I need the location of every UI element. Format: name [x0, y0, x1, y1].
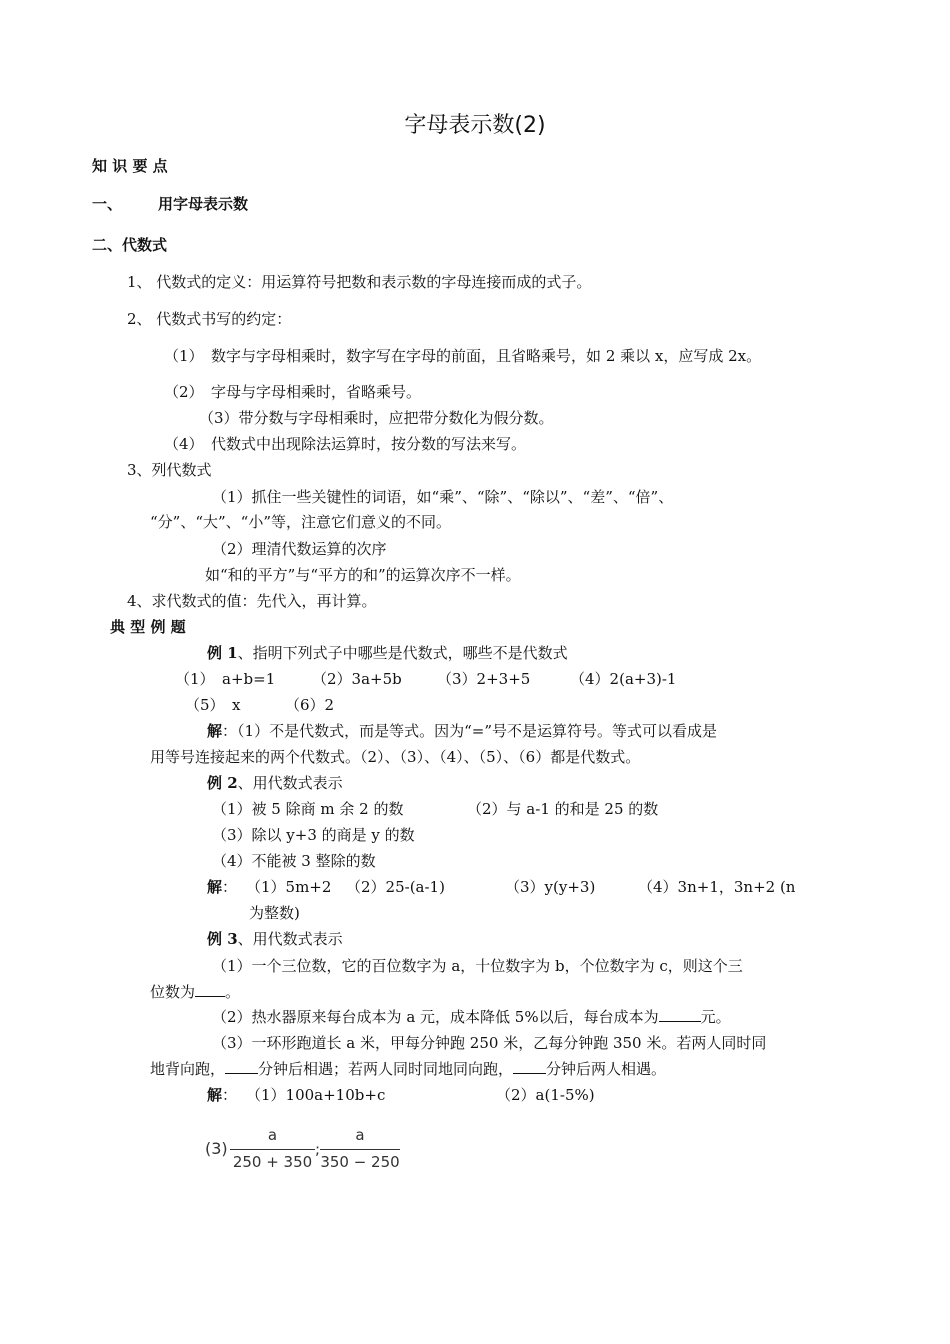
convention-heading: 2、 代数式书写的约定： [127, 310, 292, 328]
list-expressions-example: 如“和的平方”与“平方的和”的运算次序不一样。 [205, 566, 521, 584]
example-2-label: 例 2 [207, 774, 238, 792]
example-1-text: 、指明下列式子中哪些是代数式，哪些不是代数式 [237, 644, 568, 662]
definition-paragraph: 1、 代数式的定义：用运算符号把数和表示数的字母连接而成的式子。 [127, 273, 592, 291]
fraction-2-bar [320, 1149, 400, 1150]
example-1-heading [207, 643, 568, 663]
example-3-q1-prefix: 位数为 [150, 983, 196, 1001]
list-expressions-tip-1a: （1）抓住一些关键性的词语，如“乘”、“除”、“除以”、“差”、“倍”、 [212, 488, 674, 506]
example-3-question-2 [212, 1007, 731, 1027]
knowledge-heading: 知 识 要 点 [92, 157, 168, 175]
evaluate-paragraph: 4、求代数式的值：先代入，再计算。 [127, 592, 377, 610]
example-1-item: （6）2 [285, 696, 335, 714]
example-3-question-3-line-1: （3）一环形跑道长 a 米，甲每分钟跑 250 米，乙每分钟跑 350 米。若两人同时同 [212, 1034, 767, 1052]
example-3-answer-3 [205, 1126, 405, 1176]
example-2-answer-1: （1）5m+2 [246, 878, 332, 896]
fraction-2-numerator: a [355, 1126, 365, 1144]
answer-blank[interactable] [513, 1059, 546, 1074]
example-3-q3-part-1: 地背向跑， [150, 1060, 226, 1078]
fraction-1-denominator: 250 + 350 [232, 1153, 313, 1171]
solution-label: 解 [207, 1086, 223, 1104]
solution-colon: ： [222, 1086, 238, 1104]
example-2-question-2: （2）与 a-1 的和是 25 的数 [467, 800, 659, 818]
example-3-question-1-line-2 [150, 982, 240, 1002]
solution-label: 解 [207, 722, 223, 740]
fraction-separator: ; [315, 1140, 321, 1158]
example-1-item: （2）3a+5b [312, 670, 402, 688]
answer-blank[interactable] [659, 1007, 701, 1022]
example-2-answer-3: （3）y(y+3) [505, 878, 596, 896]
example-3-q2-suffix: 元。 [700, 1008, 731, 1026]
example-3-heading [207, 929, 343, 949]
example-3-q2-text: （2）热水器原来每台成本为 a 元，成本降低 5%以后，每台成本为 [212, 1008, 659, 1026]
example-3-question-1-line-1: （1）一个三位数，它的百位数字为 a，十位数字为 b，个位数字为 c，则这个三 [212, 957, 743, 975]
example-3-q3-part-3: 分钟后两人相遇。 [546, 1060, 667, 1078]
example-3-answer-2: （2）a(1-5%) [496, 1086, 595, 1104]
example-2-answer-4: （4）3n+1，3n+2 (n [638, 878, 796, 896]
rule-4: （4） 代数式中出现除法运算时，按分数的写法来写。 [164, 435, 527, 453]
example-3-question-3-line-2 [150, 1059, 666, 1079]
example-2-question-4: （4）不能被 3 整除的数 [212, 852, 376, 870]
example-3-q3-part-2: 分钟后相遇；若两人同时同地同向跑， [258, 1060, 514, 1078]
rule-1: （1） 数字与字母相乘时，数字写在字母的前面，且省略乘号，如 2 乘以 x，应写成 2x。 [164, 347, 762, 365]
example-1-solution-line-2: 用等号连接起来的两个代数式。（2）、（3）、（4）、（5）、（6）都是代数式。 [150, 748, 641, 766]
example-3-answer-1: （1）100a+10b+c [246, 1086, 386, 1104]
section-2-title: 二、代数式 [92, 236, 168, 254]
example-2-text: 、用代数式表示 [237, 774, 343, 792]
rule-2: （2） 字母与字母相乘时，省略乘号。 [164, 383, 422, 401]
example-2-heading [207, 773, 343, 793]
solution-colon: ： [222, 722, 238, 740]
example-3-answer-3-label: (3) [205, 1139, 228, 1158]
rule-3: （3）带分数与字母相乘时，应把带分数化为假分数。 [199, 409, 554, 427]
example-3-label: 例 3 [207, 930, 238, 948]
section-1-title: 用字母表示数 [158, 195, 249, 213]
example-1-solution-line-1 [207, 721, 717, 741]
example-2-question-3: （3）除以 y+3 的商是 y 的数 [212, 826, 415, 844]
examples-heading: 典 型 例 题 [110, 618, 186, 636]
fraction-1-bar [230, 1149, 315, 1150]
example-2-solution-label [207, 877, 237, 897]
list-expressions-heading: 3、列代数式 [127, 461, 212, 479]
example-1-item: （3）2+3+5 [437, 670, 531, 688]
solution-label: 解 [207, 878, 223, 896]
answer-blank[interactable] [225, 1059, 258, 1074]
example-1-label: 例 1 [207, 644, 238, 662]
example-2-question-1: （1）被 5 除商 m 余 2 的数 [212, 800, 404, 818]
example-3-text: 、用代数式表示 [237, 930, 343, 948]
list-expressions-tip-1b: “分”、“大”、“小”等，注意它们意义的不同。 [150, 513, 452, 531]
solution-colon: ： [222, 878, 238, 896]
example-2-answer-4-cont: 为整数) [249, 904, 300, 922]
example-1-item: （5） x [185, 696, 241, 714]
example-1-item: （4）2(a+3)-1 [570, 670, 677, 688]
list-expressions-tip-2: （2）理清代数运算的次序 [212, 540, 387, 558]
example-3-solution-label [207, 1085, 237, 1105]
fraction-1-numerator: a [267, 1126, 278, 1144]
example-1-item: （1） a+b=1 [175, 670, 276, 688]
example-2-answer-2: （2）25-(a-1) [346, 878, 445, 896]
section-1-number: 一、 [92, 195, 123, 213]
example-1-solution-text: （1）不是代数式，而是等式。因为“=”号不是运算符号。等式可以看成是 [237, 722, 717, 740]
answer-blank[interactable] [195, 982, 225, 997]
fraction-2-denominator: 350 − 250 [320, 1153, 400, 1171]
example-3-q1-suffix: 。 [225, 983, 241, 1001]
page-title: 字母表示数(2) [404, 113, 546, 138]
